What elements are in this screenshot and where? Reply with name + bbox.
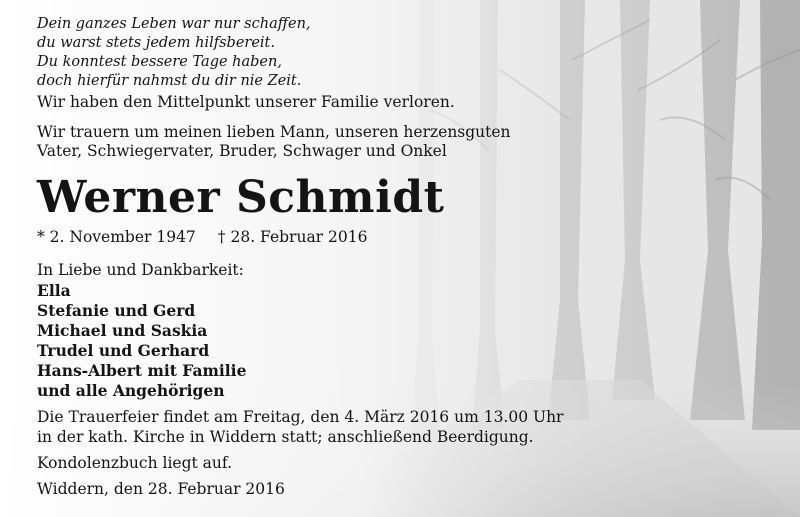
intro-text: Wir haben den Mittelpunkt unserer Familie verloren.	[37, 93, 455, 111]
poem-line: du warst stets jedem hilfsbereit.	[37, 35, 275, 51]
death-date: † 28. Februar 2016	[217, 228, 368, 246]
poem-line: Dein ganzes Leben war nur schaffen,	[37, 16, 311, 32]
life-dates	[37, 228, 367, 246]
mourner-item: und alle Angehörigen	[37, 381, 225, 400]
funeral-info-line-1: Die Trauerfeier findet am Freitag, den 4. März 2016 um 13.00 Uhr	[37, 408, 564, 426]
memorial-poem	[37, 15, 311, 91]
deceased-name: Werner Schmidt	[37, 172, 445, 223]
mourner-item: Ella	[37, 281, 71, 300]
poem-line: Du konntest bessere Tage haben,	[37, 54, 282, 70]
condolence-book-text: Kondolenzbuch liegt auf.	[37, 454, 233, 472]
mourners-list	[37, 281, 246, 401]
mourn-text-line-1: Wir trauern um meinen lieben Mann, unseren herzensguten	[37, 123, 511, 141]
mourner-item: Michael und Saskia	[37, 321, 208, 340]
place-and-date: Widdern, den 28. Februar 2016	[37, 480, 285, 498]
mourner-item: Hans-Albert mit Familie	[37, 361, 247, 380]
mourn-text-line-2: Vater, Schwiegervater, Bruder, Schwager und Onkel	[37, 142, 447, 160]
thanks-label: In Liebe und Dankbarkeit:	[37, 261, 244, 279]
mourner-item: Trudel und Gerhard	[37, 341, 210, 360]
poem-line: doch hierfür nahmst du dir nie Zeit.	[37, 73, 302, 89]
funeral-info-line-2: in der kath. Kirche in Widdern statt; anschließend Beerdigung.	[37, 428, 534, 446]
mourner-item: Stefanie und Gerd	[37, 301, 196, 320]
birth-date: * 2. November 1947	[37, 228, 196, 246]
